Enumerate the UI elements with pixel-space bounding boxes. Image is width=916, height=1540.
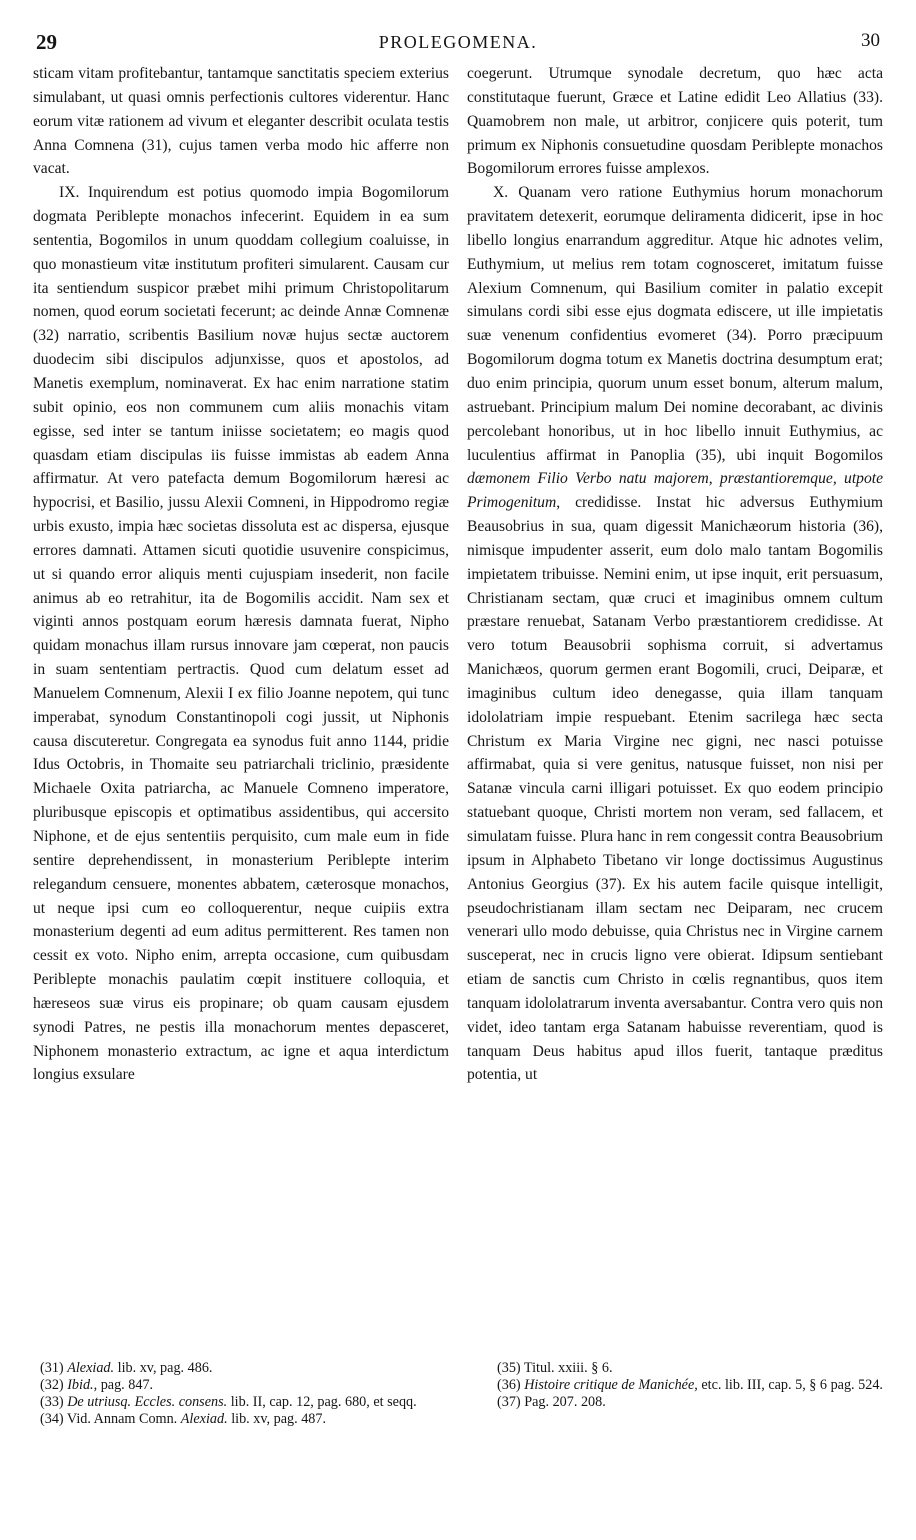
- right-text-column: [467, 62, 883, 1087]
- footnote-number: (33): [40, 1394, 64, 1410]
- page-number-left: 29: [36, 30, 57, 54]
- footnote-number: (34): [40, 1411, 64, 1427]
- footnote-number: (37): [497, 1394, 521, 1410]
- footnotes-right: [497, 1360, 907, 1411]
- footnote-reference: lib. xv, pag. 486.: [114, 1360, 213, 1376]
- footnote-reference: Vid. Annam Comn.: [63, 1411, 181, 1427]
- footnote-work-title: De utriusq. Eccles. consens.: [67, 1394, 228, 1410]
- footnote-work-title: Histoire critique de Manichée,: [524, 1377, 698, 1393]
- text-run: X. Quanam vero ratione Euthymius horum monachorum pravitatem detexerit, eorumque deliramenta didicerit, ipse in hoc libello longius enarrandum aggreditur. Atque hic adnotes velim, Euthymium, ut melius rem totam cognosceret, imitatum fuisse Alexium Comnenum, qui Basilium comiter in palatio excepit simulans cordi sibi esse ejus dogmata ediscere, ut ille impietatis suæ venenum confidentius evomeret (34). Porro præcipuum Bogomilorum dogma totum ex Manetis doctrina desumptum erat; duo enim principia, quorum unum esset bonum, alterum malum, astruebant. Principium malum Dei nomine decorabant, ac divinis percolebant honoribus, ut in hoc libello innuit Euthymius, ac luculentius affirmat in Panoplia (35), ubi inquit Bogomilos: [467, 184, 883, 464]
- footnote-36: [497, 1377, 907, 1394]
- footnote-37: [497, 1394, 907, 1411]
- footnote-reference: lib. xv, pag. 487.: [227, 1411, 327, 1427]
- paragraph: coegerunt. Utrumque synodale decretum, quo hæc acta constitutaque fuerunt, Græce et Latine edidit Leo Allatius (33). Quamobrem non male, ut arbitror, conjicere quis poterit, tum primum ex Niphonis consuetudine quosdam Periblepte monachos Bogomilorum errores fuisse amplexos.: [467, 65, 883, 178]
- footnote-reference: pag. 847.: [97, 1377, 154, 1393]
- italic-quotation: dæmonem Filio Verbo natu majorem, præstantioremque, utpote Primogenitum: [467, 470, 883, 512]
- footnote-number: (32): [40, 1377, 64, 1393]
- footnote-34: [40, 1411, 450, 1428]
- text-run: , credidisse. Instat hic adversus Euthymium Beausobrius in sua, quam digessit Manichæorum historia (36), nimisque impudenter asserit, eum dolo malo tantam Bogomilis impietatem tribuisse. Nemini enim, ut ipse inquit, erit persuasum, Christianam sectam, quæ cruci et imaginibus omnem cultum præstare renuebat, Satanam Verbo præstantiorem credidisse. At vero totum Beausobrii sophisma corruit, si advertamus Manichæos, quorum germen erant Bogomili, cruci, Deiparæ, et imaginibus cultum ideo denegasse, quia illam tanquam idololatriam impie respuebant. Etenim sacrilega hæc secta Christum ex Maria Virgine nec gigni, nec nasci potuisse affirmabat, quia si vere genitus, natusque fuisset, non nisi per Satanæ vincula carni illigari potuisset. Ex quo eodem principio statuebant quoque, Christi mortem non veram, sed fallacem, et simulatam fuisse. Plura hanc in rem congessit contra Beausobrium ipsum in Alphabeto Tibetano vir longe doctissimus Augustinus Antonius Georgius (37). Ex his autem facile quisque intelligit, pseudochristianam illam sectam nec Deiparam, nec crucem venerari ullo modo debuisse, quia Christus nec in Virgine carnem susceperat, nec in crucis ligno vere obierat. Idipsum sentiebant etiam de sanctis cum Christo in cœlis regnantibus, quos item tanquam idololatrarum inventa aversabantur. Contra vero quis non videt, ideo tantam erga Satanam habuisse reverentiam, quod is tanquam Deus habitus apud illos fuerit, tantaque præditus potentia, ut: [467, 494, 883, 1084]
- footnote-number: (36): [497, 1377, 521, 1393]
- running-title: PROLEGOMENA.: [378, 32, 538, 52]
- footnote-number: (35): [497, 1360, 521, 1376]
- footnote-32: [40, 1377, 450, 1394]
- footnote-work-title: Ibid.,: [67, 1377, 98, 1393]
- footnote-reference: Titul. xxiii. § 6.: [520, 1360, 613, 1376]
- footnote-reference: lib. II, cap. 12, pag. 680, et seqq.: [227, 1394, 417, 1410]
- footnote-work-title: Alexiad.: [67, 1360, 115, 1376]
- footnote-31: [40, 1360, 450, 1377]
- paragraph-section-x: [467, 181, 883, 1087]
- footnotes-left: [40, 1360, 450, 1428]
- left-text-column: [33, 62, 449, 1087]
- page-number-right: 30: [861, 30, 880, 51]
- footnote-33: [40, 1394, 450, 1411]
- footnote-reference: etc. lib. III, cap. 5, § 6 pag. 524.: [697, 1377, 883, 1393]
- paragraph: sticam vitam profitebantur, tantamque sanctitatis speciem exterius simulabant, ut quasi omnis perfectionis cultores viderentur. Hanc eorum vitæ rationem ad vivum et eleganter describit oculata testis Anna Comnena (31), cujus tamen verba modo hic afferre non vacat.: [33, 65, 449, 178]
- footnote-reference: Pag. 207. 208.: [520, 1394, 606, 1410]
- footnote-35: [497, 1360, 907, 1377]
- paragraph-section-ix: IX. Inquirendum est potius quomodo impia Bogomilorum dogmata Periblepte monachos infecerint. Equidem in ea sum sententia, Bogomilos in unum quoddam collegium coaluisse, in quo monastieum vitæ institutum profiteri simularent. Causam cur ita sentiendum suspicor præbet mihi primum Christopolitarum nomen, quod eorum societati fecerunt; ac deinde Annæ Comnenæ (32) narratio, scribentis Basilium novæ hujus sectæ auctorem duodecim sibi discipulos adjunxisse, quos et apostolos, ad Manetis exemplum, nominaverat. Ex hac enim narratione statim subit opinio, eos non communem cum aliis monachis vitam egisse, sed inter se tantum iniisse societatem; eo magis quod quasdam etiam discipulas iis fuisse immistas ab eadem Anna affirmatur. At vero patefacta demum Bogomilorum hæresi ac hypocrisi, et Basilio, jussu Alexii Comneni, in Hippodromo regiæ urbis exusto, impia hæc societas dissoluta est ac dispersa, ejusque errores damnati. Attamen sicuti quotidie usuvenire conspicimus, ut si quando error aliquis menti cujuspiam insederit, non facile animus ab eo retrahitur, ita de Bogomilis accidit. Nam sex et viginti annos postquam eorum hæresis damnata fuerat, Nipho quidam monachus illam rursus innovare jam cœperat, non paucis in suam sententiam pertractis. Quod cum delatum esset ad Manuelem Comnenum, Alexii I ex filio Joanne nepotem, qui tunc imperabat, synodum Constantinopoli cogi jussit, ut Niphonis causa discuteretur. Congregata ea synodus fuit anno 1144, pridie Idus Octobris, in Thomaite seu patriarchali triclinio, præsidente Michaele Oxita patriarcha, ac Manuele Comneno imperatore, pluribusque episcopis et optimatibus assidentibus, qui accersito Niphone, et de ejus sententiis perquisito, cum male eum in fide sentire deprehendissent, in monasterium Periblepte interim relegandum censuere, monentes abbatem, cæterosque monachos, ut neque ipsi cum eo colloquerentur, neque cuipiis extra monasterium degenti ad eum aditus permitterent. Res tamen non cessit ex voto. Nipho enim, arrepta occasione, cum quibusdam Periblepte monachis paulatim cœpit instituere colloquia, et hæreseos suæ virus eis propinare; ob quam causam ejusdem synodi Patres, ne pestis illa monachorum mentes depasceret, Niphonem monasterio extractum, ac igne et aqua interdictum longius exsulare: [33, 184, 449, 1084]
- footnote-number: (31): [40, 1360, 64, 1376]
- page-header: [30, 30, 886, 60]
- footnote-work-title: Alexiad.: [180, 1411, 228, 1427]
